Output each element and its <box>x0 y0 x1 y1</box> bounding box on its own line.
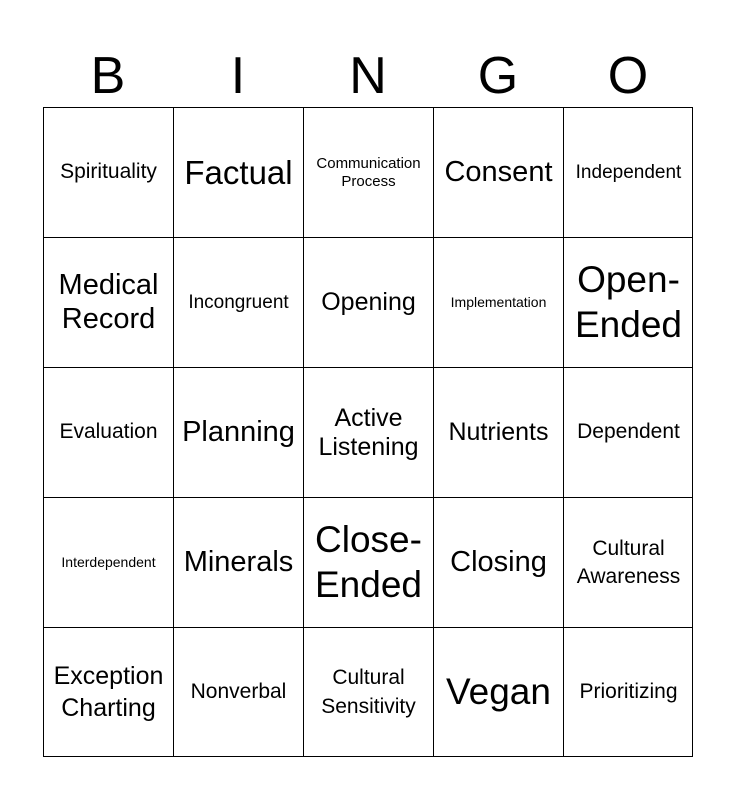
bingo-cell[interactable] <box>303 107 433 237</box>
bingo-cell[interactable] <box>563 627 693 757</box>
cell-label: Incongruent <box>188 291 289 313</box>
bingo-cell[interactable] <box>173 367 303 497</box>
cell-label: Nonverbal <box>190 680 287 704</box>
header-letter-b: B <box>90 47 126 105</box>
bingo-cell[interactable] <box>433 627 563 757</box>
cell-label: Implementation <box>450 294 547 311</box>
cell-label: Cultural Sensitivity <box>321 666 416 718</box>
cell-label: Interdependent <box>61 554 156 571</box>
cell-label: Cultural Awareness <box>576 537 681 588</box>
bingo-cell[interactable] <box>173 237 303 367</box>
bingo-cell[interactable] <box>563 367 693 497</box>
bingo-cell[interactable] <box>563 497 693 627</box>
bingo-cell[interactable] <box>433 367 563 497</box>
cell-label: Independent <box>575 161 682 183</box>
bingo-cell[interactable] <box>303 627 433 757</box>
cell-label: Minerals <box>183 545 294 578</box>
bingo-cell[interactable] <box>433 107 563 237</box>
header-letter-g: G <box>477 47 519 105</box>
cell-label: Closing <box>450 545 547 578</box>
bingo-cell[interactable] <box>433 237 563 367</box>
cell-label: Communication Process <box>316 155 421 190</box>
cell-label: Medical Record <box>58 269 159 335</box>
bingo-cell[interactable] <box>433 497 563 627</box>
cell-label: Prioritizing <box>579 680 678 704</box>
cell-label: Factual <box>184 153 293 191</box>
bingo-header <box>43 48 693 104</box>
cell-label: Close-Ended <box>315 519 422 605</box>
header-letter-i: I <box>230 47 246 105</box>
header-letter-o: O <box>607 47 649 105</box>
cell-label: Vegan <box>446 671 551 713</box>
cell-label: Consent <box>444 155 553 188</box>
bingo-cell[interactable] <box>43 627 173 757</box>
cell-label: Spirituality <box>60 160 157 184</box>
bingo-board <box>43 107 693 757</box>
cell-label: Open-Ended <box>575 259 682 345</box>
bingo-cell[interactable] <box>303 497 433 627</box>
cell-label: Active Listening <box>318 403 419 461</box>
bingo-cell[interactable] <box>303 367 433 497</box>
bingo-cell[interactable] <box>43 107 173 237</box>
cell-label: Nutrients <box>448 418 549 447</box>
cell-label: Planning <box>182 415 295 448</box>
header-letter-n: N <box>349 47 387 105</box>
cell-label: Evaluation <box>59 420 158 444</box>
cell-label: Dependent <box>577 420 680 444</box>
bingo-cell[interactable] <box>173 107 303 237</box>
bingo-cell[interactable] <box>43 497 173 627</box>
bingo-cell[interactable] <box>43 367 173 497</box>
bingo-cell[interactable] <box>563 237 693 367</box>
cell-label: Opening <box>321 288 416 317</box>
cell-label: Exception Charting <box>53 662 164 722</box>
bingo-cell[interactable] <box>563 107 693 237</box>
bingo-cell[interactable] <box>303 237 433 367</box>
bingo-cell[interactable] <box>43 237 173 367</box>
bingo-cell[interactable] <box>173 627 303 757</box>
bingo-cell[interactable] <box>173 497 303 627</box>
